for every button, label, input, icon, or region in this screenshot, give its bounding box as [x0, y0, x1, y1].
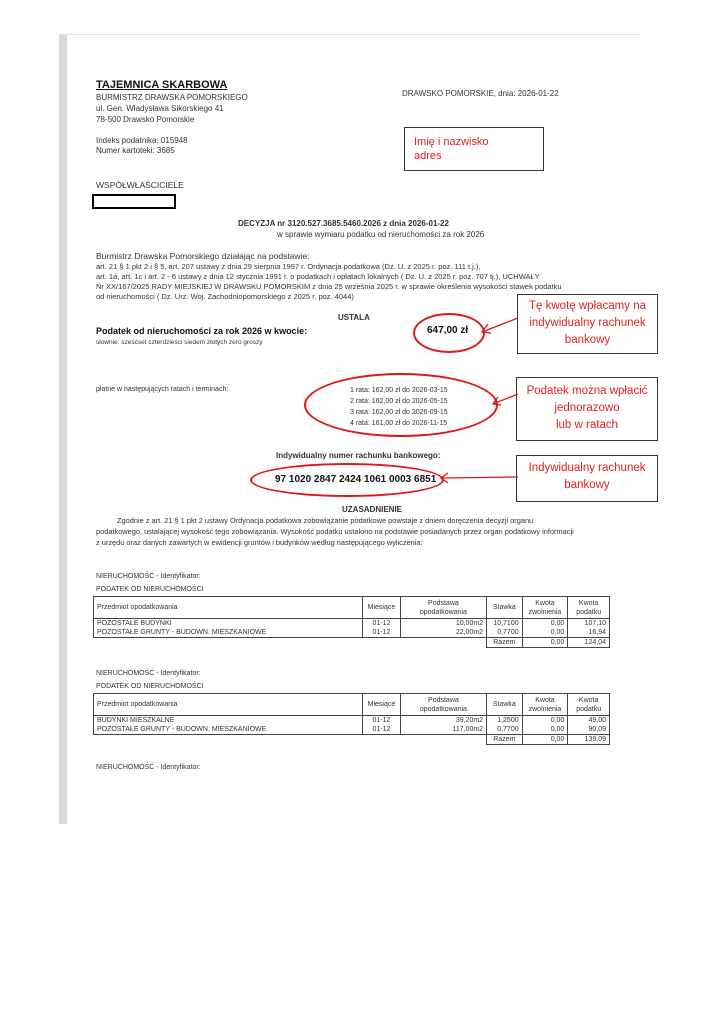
taxpayer-index: Indeks podatnika: 015948	[96, 136, 188, 145]
total-label: Razem	[487, 735, 523, 745]
cell-relief: 0,00	[522, 619, 568, 629]
amount-note-box	[517, 294, 658, 354]
legal-basis-intro: Burmistrz Drawska Pomorskiego działając na podstawie:	[96, 251, 310, 261]
cell-months: 01-12	[363, 628, 401, 638]
table-total-row	[94, 735, 610, 745]
justification-line: Zgodnie z art. 21 § 1 pkt 2 ustawy Ordynacja podatkowa zobowiązanie podatkowe powstaje z dniem doręczenia decyzji organu	[117, 516, 534, 525]
table-row	[94, 619, 610, 629]
page-edge-shadow	[59, 34, 67, 824]
decision-subtitle: w sprawie wymiaru podatku od nieruchomości za rok 2026	[277, 230, 485, 239]
col-tax: Kwota podatku	[568, 694, 610, 716]
installment-4: 4 rata: 161,00 zł do 2026-11-15	[350, 420, 448, 427]
cell-rate: 0,7700	[487, 725, 523, 735]
account-arrow	[438, 470, 520, 486]
account-note-line: Indywidualny rachunek	[528, 462, 646, 474]
installment-3: 3 rata: 162,00 zł do 2026-09-15	[350, 409, 448, 416]
addressee-note-box	[404, 127, 544, 171]
cell-tax: 16,94	[568, 628, 610, 638]
justification-title: UZASADNIENIE	[342, 505, 403, 514]
col-subject: Przedmiot opodatkowania	[94, 694, 363, 716]
cell-rate: 10,7100	[487, 619, 523, 629]
col-subject: Przedmiot opodatkowania	[94, 597, 363, 619]
cell-base: 10,00m2	[400, 619, 486, 629]
installments-note-box	[516, 377, 658, 441]
col-base: Podstawa opodatkowania	[400, 694, 486, 716]
col-months: Miesiące	[363, 597, 401, 619]
cell-base: 22,00m2	[400, 628, 486, 638]
amount-highlight-ellipse	[413, 313, 485, 353]
cell-relief: 0,00	[522, 628, 568, 638]
installment-2: 2 rata: 162,00 zł do 2026-05-15	[350, 398, 448, 405]
installments-note-line: jednorazowo	[554, 402, 620, 414]
property-id-label: NIERUCHOMOŚĆ - Identyfikator:	[96, 573, 201, 580]
secret-heading: TAJEMNICA SKARBOWA	[96, 79, 228, 91]
table-row	[94, 725, 610, 735]
account-note-box	[516, 455, 658, 502]
account-number: 97 1020 2847 2424 1061 0003 6851	[275, 474, 437, 485]
installments-label: płatne w następujących ratach i terminach:	[96, 386, 229, 393]
decision-title: DECYZJA nr 3120.527.3685.5460.2026 z dnia 2026-01-22	[238, 219, 449, 228]
installments-note-line: Podatek można wpłacić	[526, 385, 648, 397]
tax-table-2	[93, 693, 610, 745]
installments-arrow	[490, 392, 520, 408]
installment-1: 1 rata: 162,00 zł do 2026-03-15	[350, 387, 448, 394]
table-row	[94, 716, 610, 726]
amount-note-line: indywidualny rachunek	[529, 317, 646, 329]
tax-amount-words: słownie: sześćset czterdzieści siedem złotych zero groszy	[96, 339, 263, 346]
justification-line: podatkowego, ustalającej wysokość tego zobowiązania. Wysokość podatku ustalono na podstawie posiadanych przez organ podatkowy informacji	[96, 527, 574, 536]
office-city: 78-500 Drawsko Pomorskie	[96, 115, 195, 124]
total-relief: 0,00	[522, 638, 568, 648]
cell-relief: 0,00	[522, 725, 568, 735]
total-tax: 124,04	[568, 638, 610, 648]
cell-tax: 107,10	[568, 619, 610, 629]
cell-base: 39,20m2	[400, 716, 486, 726]
table-total-row	[94, 638, 610, 648]
property-id-label: NIERUCHOMOŚĆ - Identyfikator:	[96, 670, 201, 677]
office-name: BURMISTRZ DRAWSKA POMORSKIEGO	[96, 93, 248, 102]
table-row	[94, 628, 610, 638]
legal-basis-line: od nieruchomości ( Dz. Urz. Woj. Zachodniopomorskiego z 2025 r. poz. 4044)	[96, 292, 354, 301]
office-street: ul. Gen. Władysława Sikorskiego 41	[96, 104, 224, 113]
tax-label: Podatek od nieruchomości za rok 2026 w kwocie:	[96, 326, 308, 336]
co-owners-label: WSPÓŁWŁAŚCICIELE	[96, 180, 184, 190]
cell-tax: 90,09	[568, 725, 610, 735]
cell-rate: 0,7700	[487, 628, 523, 638]
account-note-line: bankowy	[564, 479, 610, 491]
total-tax: 139,09	[568, 735, 610, 745]
property-section-label: PODATEK OD NIERUCHOMOŚCI	[96, 683, 204, 690]
cell-relief: 0,00	[522, 716, 568, 726]
cell-months: 01-12	[363, 716, 401, 726]
col-rate: Stawka	[487, 597, 523, 619]
amount-note-line: bankowy	[564, 334, 611, 346]
legal-basis-line: art. 1a, art. 1c i art. 2 - 6 ustawy z dnia 12 stycznia 1991 r. o podatkach i opłatach lokalnych ( Dz. U. z 2025 r. poz. 707 tj.), UCHWAŁY	[96, 272, 540, 281]
justification-line: z urzędu oraz danych zawartych w ewidencji gruntów i budynków według następującego wyliczenia:	[96, 538, 423, 547]
card-number: Numer kartoteki: 3685	[96, 146, 175, 155]
cell-months: 01-12	[363, 619, 401, 629]
cell-subject: BUDYNKI MIESZKALNE	[94, 716, 363, 726]
cell-subject: POZOSTAŁE GRUNTY - BUDOWN. MIESZKANIOWE	[94, 725, 363, 735]
redacted-name-box	[92, 194, 176, 209]
tax-amount: 647,00 zł	[427, 325, 469, 336]
total-relief: 0,00	[522, 735, 568, 745]
legal-basis-line: Nr XX/167/2025 RADY MIEJSKIEJ W DRAWSKU POMORSKIM z dnia 25 września 2025 r. w sprawie określenia wysokości stawek podatku	[96, 282, 562, 291]
col-tax: Kwota podatku	[568, 597, 610, 619]
col-relief: Kwota zwolnienia	[522, 694, 568, 716]
account-highlight-ellipse	[250, 463, 444, 497]
property-id-label: NIERUCHOMOŚĆ - Identyfikator:	[96, 764, 201, 771]
ustala-heading: USTALA	[338, 313, 370, 322]
tax-table-1	[93, 596, 610, 648]
addressee-note-line1: Imię i nazwisko	[414, 136, 489, 148]
col-base: Podstawa opodatkowania	[400, 597, 486, 619]
cell-base: 117,00m2	[400, 725, 486, 735]
account-label: Indywidualny numer rachunku bankowego:	[276, 451, 441, 460]
installments-highlight-ellipse	[304, 373, 498, 437]
amount-note-line: Tę kwotę wpłacamy na	[529, 300, 646, 312]
cell-rate: 1,2500	[487, 716, 523, 726]
total-label: Razem	[487, 638, 523, 648]
place-date: DRAWSKO POMORSKIE, dnia: 2026-01-22	[402, 89, 559, 98]
cell-tax: 49,00	[568, 716, 610, 726]
legal-basis-line: art. 21 § 1 pkt 2 i § 5, art. 207 ustawy z dnia 29 sierpnia 1997 r. Ordynacja podatkowa (Dz. U. z 2025 r. poz. 111 t.j.),	[96, 262, 481, 271]
col-relief: Kwota zwolnienia	[522, 597, 568, 619]
amount-arrow	[478, 316, 520, 336]
col-rate: Stawka	[487, 694, 523, 716]
cell-subject: POZOSTAŁE BUDYNKI	[94, 619, 363, 629]
cell-months: 01-12	[363, 725, 401, 735]
addressee-note-line2: adres	[414, 150, 442, 162]
cell-subject: POZOSTAŁE GRUNTY - BUDOWN. MIESZKANIOWE	[94, 628, 363, 638]
col-months: Miesiące	[363, 694, 401, 716]
installments-note-line: lub w ratach	[555, 419, 618, 431]
property-section-label: PODATEK OD NIERUCHOMOŚCI	[96, 586, 204, 593]
page-top-edge	[59, 34, 639, 35]
